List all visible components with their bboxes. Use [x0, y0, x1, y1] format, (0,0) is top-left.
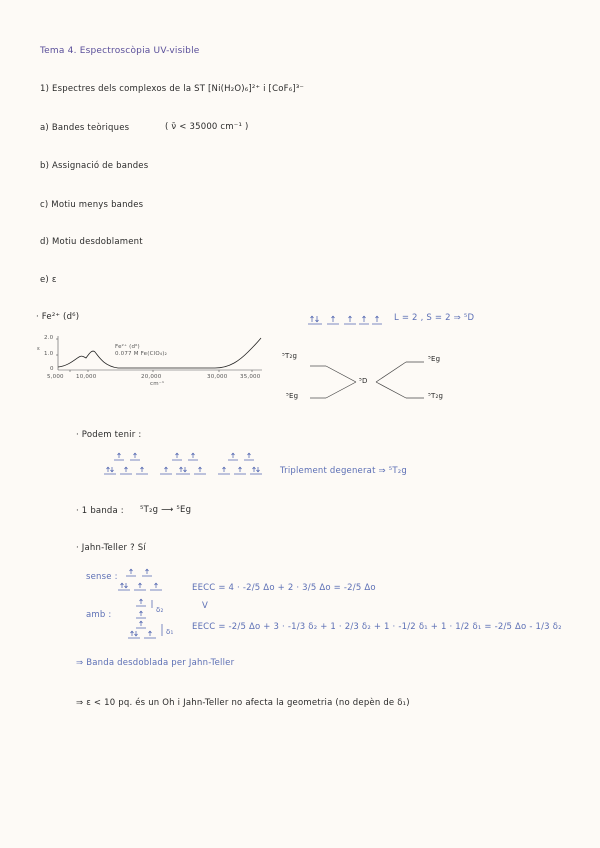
diagram-center: ⁵D — [359, 377, 368, 385]
question-a: a) Bandes teòriques — [40, 123, 130, 133]
x-tick-4: 30,000 — [207, 374, 228, 380]
delta-2-label: δ₂ — [156, 606, 164, 614]
amb-label: amb : — [86, 610, 112, 620]
question-a-note: ( ν̄ < 35000 cm⁻¹ ) — [165, 122, 249, 132]
question-b: b) Assignació de bandes — [40, 161, 149, 171]
fe-ion-label: · Fe²⁺ (d⁶) — [36, 312, 80, 322]
diagram-left-bottom: ⁵Eg — [286, 392, 299, 400]
delta-1-label: δ₁ — [166, 628, 174, 636]
question-d: d) Motiu desdoblament — [40, 237, 143, 247]
v-mark: V — [202, 601, 209, 611]
question-1: 1) Espectres dels complexos de la ST [Ni(H₂O)₆]²⁺ i [CoF₆]³⁻ — [40, 84, 305, 94]
x-axis-unit: cm⁻¹ — [150, 381, 165, 387]
question-e: e) ε — [40, 275, 57, 285]
sense-label: sense : — [86, 572, 118, 582]
x-tick-2: 10,000 — [76, 374, 97, 380]
diagram-left-top: ⁵T₂g — [282, 352, 298, 360]
diagram-right-top: ⁵Eg — [428, 355, 441, 363]
spectrum-legend-2: 0.077 M Fe(ClO₄)₂ — [115, 351, 168, 357]
page-title: Tema 4. Espectroscòpia UV-visible — [40, 46, 200, 56]
y-tick-2: 1.0 — [44, 351, 54, 357]
diagram-right-bottom: ⁵T₂g — [428, 392, 444, 400]
eeoc-with-jt: EECC = -2/5 Δo + 3 · -1/3 δ₂ + 1 · 2/3 δ₂ + 1 · -1/2 δ₁ + 1 · 1/2 δ₁ = -2/5 Δo - 1/3 δ₂ — [192, 622, 562, 632]
spectrum-legend-1: Fe²⁺ (d⁶) — [115, 344, 140, 350]
y-axis-label: ε — [37, 346, 41, 352]
triplement-degenerat: Triplement degenerat ⇒ ⁵T₂g — [280, 466, 407, 476]
x-tick-1: 5,000 — [47, 374, 64, 380]
transition: ⁵T₂g ⟶ ⁵Eg — [140, 505, 192, 515]
una-banda: · 1 banda : — [76, 506, 124, 516]
configuration-terms: L = 2 , S = 2 ⇒ ⁵D — [394, 313, 475, 323]
y-tick-3: 0 — [50, 366, 54, 372]
jahn-teller-question: · Jahn-Teller ? Sí — [76, 543, 146, 553]
x-tick-5: 35,000 — [240, 374, 261, 380]
podem-tenir: · Podem tenir : — [76, 430, 142, 440]
eeoc-without-jt: EECC = 4 · -2/5 Δo + 2 · 3/5 Δo = -2/5 Δo — [192, 583, 376, 593]
conclusion-2: ⇒ ε < 10 pq. és un Oh i Jahn-Teller no afecta la geometria (no depèn de δ₁) — [76, 698, 410, 708]
y-tick-1: 2.0 — [44, 335, 54, 341]
conclusion-1: ⇒ Banda desdoblada per Jahn-Teller — [76, 658, 235, 668]
question-c: c) Motiu menys bandes — [40, 200, 144, 210]
x-tick-3: 20,000 — [141, 374, 162, 380]
